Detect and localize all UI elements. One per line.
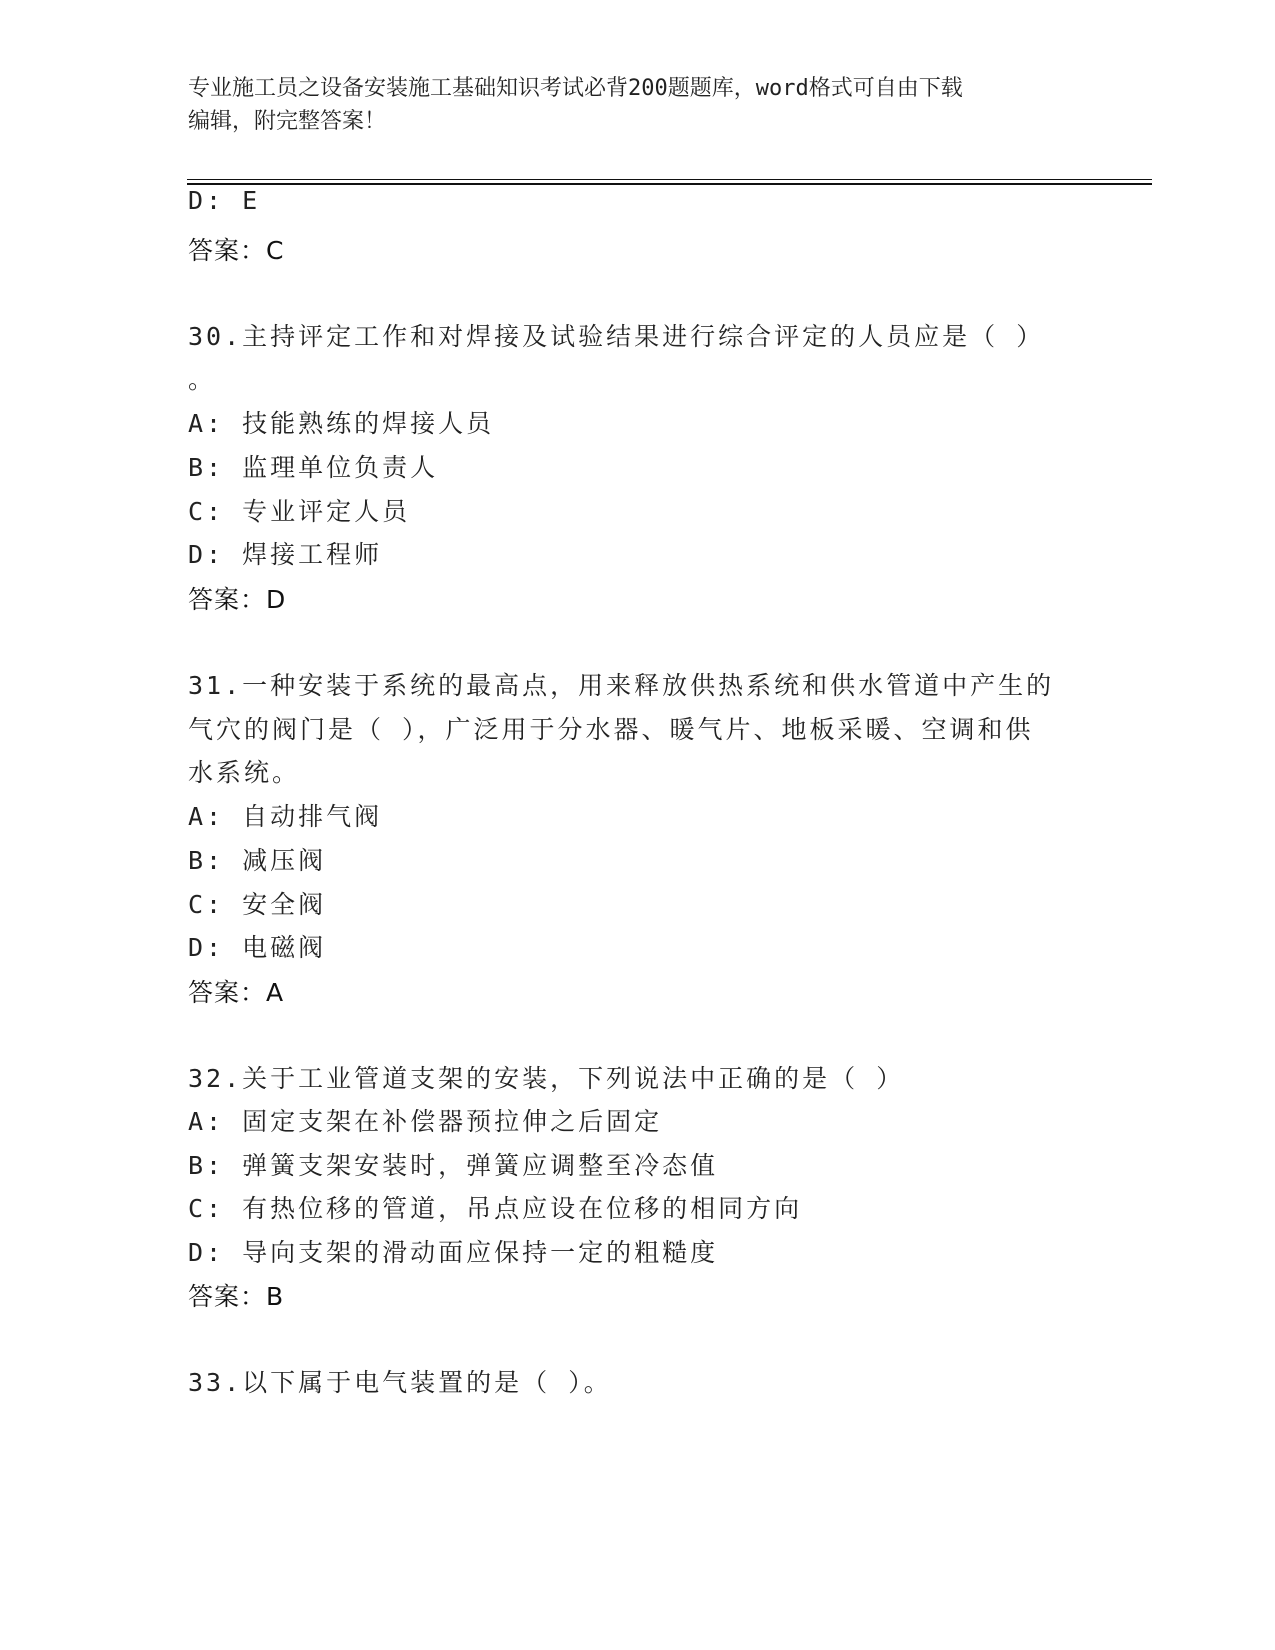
header-title-line-2: 编辑，附完整答案！ [188,109,387,134]
q32-option-c: C: 有热位移的管道，吊点应设在位移的相同方向 [188,1194,803,1223]
q29-option-d: D: E [188,186,261,215]
q32-option-b: B: 弹簧支架安装时，弹簧应调整至冷态值 [188,1151,719,1180]
q31-option-b: B: 减压阀 [188,846,327,875]
q32-answer: 答案：B [188,1282,285,1311]
document-header [188,72,1088,138]
q30-option-c: C: 专业评定人员 [188,497,411,526]
header-divider-thick [187,183,1152,185]
q31-option-d: D: 电磁阀 [188,933,327,962]
q30-option-d: D: 焊接工程师 [188,540,383,569]
q31-option-c: C: 安全阀 [188,890,327,919]
q30-option-b: B: 监理单位负责人 [188,453,439,482]
q32-option-a: A: 固定支架在补偿器预拉伸之后固定 [188,1107,663,1136]
q30-option-a: A: 技能熟练的焊接人员 [188,409,495,438]
header-divider-thin [187,179,1152,180]
q32-stem-line-1: 32.关于工业管道支架的安装，下列说法中正确的是（ ） [188,1064,905,1093]
q30-stem-line-2: 。 [188,365,217,394]
q31-stem-line-3: 水系统。 [188,758,301,787]
q33-stem-line-1: 33.以下属于电气装置的是（ ）。 [188,1368,612,1397]
header-title-line-1: 专业施工员之设备安装施工基础知识考试必背200题题库，word格式可自由下载 [188,76,963,101]
q31-stem-line-2: 气穴的阀门是（ ），广泛用于分水器、暖气片、地板采暖、空调和供 [188,715,1034,744]
q31-stem-line-1: 31.一种安装于系统的最高点，用来释放供热系统和供水管道中产生的 [188,671,1055,700]
q31-answer: 答案：A [188,978,285,1007]
q29-answer: 答案：C [188,236,285,265]
q30-stem-line-1: 30.主持评定工作和对焊接及试验结果进行综合评定的人员应是（ ） [188,322,1045,351]
q32-option-d: D: 导向支架的滑动面应保持一定的粗糙度 [188,1238,719,1267]
q30-answer: 答案：D [188,585,287,614]
q31-option-a: A: 自动排气阀 [188,802,383,831]
